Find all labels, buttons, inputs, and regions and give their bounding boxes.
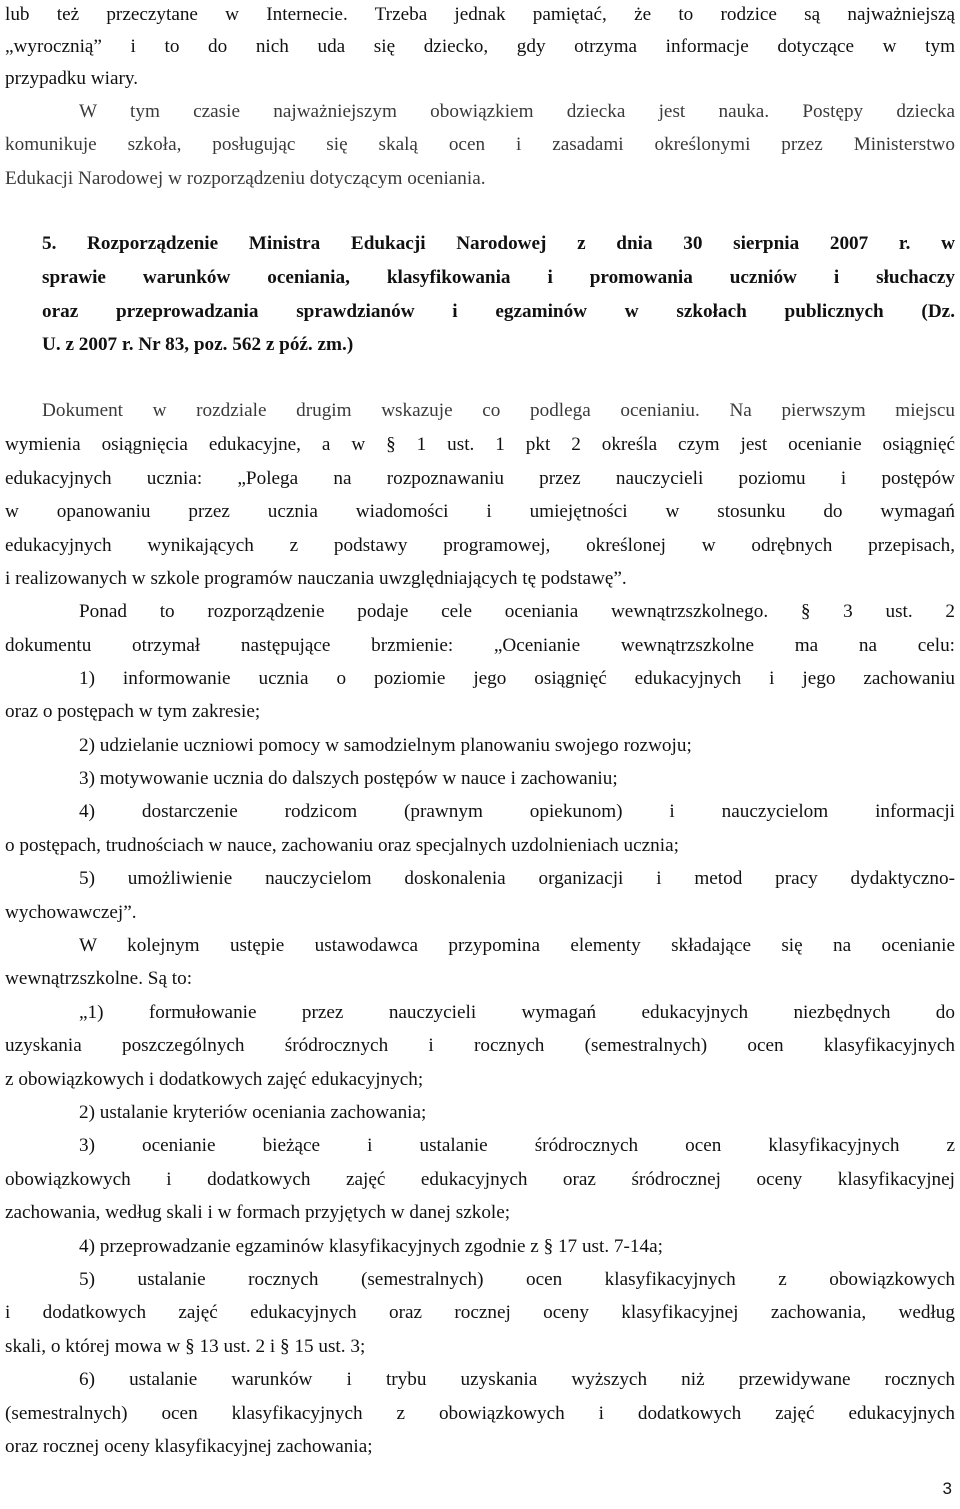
text-line: oraz rocznej oceny klasyfikacyjnej zachowania;	[5, 1436, 373, 1457]
text-line: wychowawczej”.	[5, 902, 137, 923]
list-item: 2) udzielanie uczniowi pomocy w samodzielnym planowaniu swojego rozwoju;	[79, 735, 692, 756]
list-item: 1) informowanie ucznia o poziomie jego osiągnięć edukacyjnych i jego zachowaniu	[79, 668, 955, 689]
text-line: lub też przeczytane w Internecie. Trzeba jednak pamiętać, że to rodzice są najważniejszą	[5, 4, 955, 25]
text-line: przypadku wiary.	[5, 68, 139, 89]
text-line: edukacyjnych ucznia: „Polega na rozpoznawaniu przez nauczycieli poziomu i postępów	[5, 468, 955, 489]
list-item: 4) dostarczenie rodzicom (prawnym opiekunom) i nauczycielom informacji	[79, 801, 955, 822]
text-line: „wyrocznią” i to do nich uda się dziecko, gdy otrzyma informacje dotyczące w tym	[5, 36, 955, 57]
text-line: oraz o postępach w tym zakresie;	[5, 701, 261, 722]
list-item: 5) umożliwienie nauczycielom doskonalenia organizacji i metod pracy dydaktyczno-	[79, 868, 955, 889]
section-heading: oraz przeprowadzania sprawdzianów i egzaminów w szkołach publicznych (Dz.	[42, 301, 955, 322]
text-line: wymienia osiągnięcia edukacyjne, a w § 1 ust. 1 pkt 2 określa czym jest ocenianie osiągnięć	[5, 434, 955, 455]
text-line: Ponad to rozporządzenie podaje cele oceniania wewnątrzszkolnego. § 3 ust. 2	[79, 601, 955, 622]
text-line: (semestralnych) ocen klasyfikacyjnych z obowiązkowych i dodatkowych zajęć edukacyjnych	[5, 1403, 955, 1424]
text-line: skali, o której mowa w § 13 ust. 2 i § 15 ust. 3;	[5, 1336, 366, 1357]
text-line: edukacyjnych wynikających z podstawy programowej, określonej w odrębnych przepisach,	[5, 535, 955, 556]
text-line: z obowiązkowych i dodatkowych zajęć edukacyjnych;	[5, 1069, 424, 1090]
text-line: zachowania, według skali i w formach przyjętych w danej szkole;	[5, 1202, 511, 1223]
section-heading: 5. Rozporządzenie Ministra Edukacji Narodowej z dnia 30 sierpnia 2007 r. w	[42, 233, 955, 254]
list-item: 3) motywowanie ucznia do dalszych postępów w nauce i zachowaniu;	[79, 768, 618, 789]
section-heading: sprawie warunków oceniania, klasyfikowania i promowania uczniów i słuchaczy	[42, 267, 955, 288]
section-heading: U. z 2007 r. Nr 83, poz. 562 z póź. zm.)	[42, 334, 354, 355]
text-line: Dokument w rozdziale drugim wskazuje co podlega ocenianiu. Na pierwszym miejscu	[42, 400, 955, 421]
list-item: „1) formułowanie przez nauczycieli wymagań edukacyjnych niezbędnych do	[79, 1002, 955, 1023]
text-line: uzyskania poszczególnych śródrocznych i rocznych (semestralnych) ocen klasyfikacyjnych	[5, 1035, 955, 1056]
text-line: komunikuje szkoła, posługując się skalą ocen i zasadami określonymi przez Ministerstwo	[5, 134, 955, 155]
text-line: dokumentu otrzymał następujące brzmienie: „Ocenianie wewnątrzszkolne ma na celu:	[5, 635, 955, 656]
text-line: i dodatkowych zajęć edukacyjnych oraz rocznej oceny klasyfikacyjnej zachowania, według	[5, 1302, 955, 1323]
text-line: i realizowanych w szkole programów nauczania uwzględniających tę podstawę”.	[5, 568, 627, 589]
page-number: 3	[942, 1479, 952, 1498]
text-line: W tym czasie najważniejszym obowiązkiem dziecka jest nauka. Postępy dziecka	[79, 101, 955, 122]
text-line: W kolejnym ustępie ustawodawca przypomina elementy składające się na ocenianie	[79, 935, 955, 956]
text-line: wewnątrzszkolne. Są to:	[5, 968, 193, 989]
list-item: 6) ustalanie warunków i trybu uzyskania wyższych niż przewidywane rocznych	[79, 1369, 955, 1390]
list-item: 3) ocenianie bieżące i ustalanie śródrocznych ocen klasyfikacyjnych z	[79, 1135, 955, 1156]
list-item: 4) przeprowadzanie egzaminów klasyfikacyjnych zgodnie z § 17 ust. 7-14a;	[79, 1236, 663, 1257]
list-item: 2) ustalanie kryteriów oceniania zachowania;	[79, 1102, 427, 1123]
text-line: obowiązkowych i dodatkowych zajęć edukacyjnych oraz śródrocznej oceny klasyfikacyjnej	[5, 1169, 955, 1190]
text-line: o postępach, trudnościach w nauce, zachowaniu oraz specjalnych uzdolnieniach ucznia;	[5, 835, 679, 856]
text-line: Edukacji Narodowej w rozporządzeniu dotyczącym oceniania.	[5, 168, 486, 189]
text-line: w opanowaniu przez ucznia wiadomości i umiejętności w stosunku do wymagań	[5, 501, 955, 522]
list-item: 5) ustalanie rocznych (semestralnych) ocen klasyfikacyjnych z obowiązkowych	[79, 1269, 955, 1290]
